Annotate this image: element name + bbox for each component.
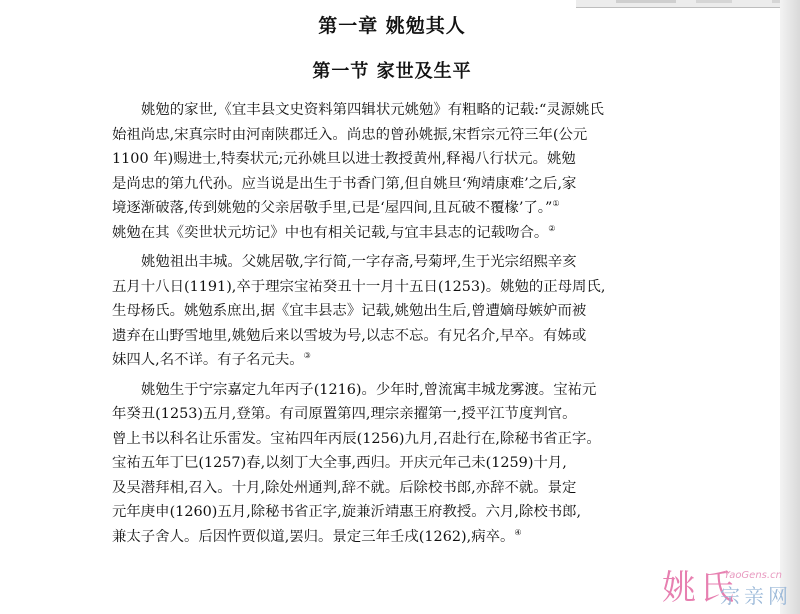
text-line-content: 兼太子舍人。后因忤贾似道,罢归。景定三年壬戌(1262),病卒。 [112,528,515,545]
text-line: 年癸丑(1253)五月,登第。有司原置第四,理宗亲擢第一,授平江节度判官。 [112,406,577,422]
watermark-url: YaoGens.cn [724,570,782,581]
document-body [112,98,672,549]
text-line-with-note [112,348,672,373]
text-line-content: 境逐渐破落,传到姚勉的父亲居敬手里,已是‘屋四间,且瓦破不覆椽’了。” [112,200,553,216]
paragraph-lineage [112,250,672,373]
footnote-marker[interactable]: ② [548,223,556,233]
top-tab-1[interactable] [616,0,676,3]
footnote-marker[interactable]: ④ [514,527,522,537]
text-line: 曾上书以科名让乐雷发。宝祐四年丙辰(1256)九月,召赴行在,除秘书省正字。 [112,430,601,447]
text-line: 是尚忠的第九代孙。应当说是出生于书香门第,但自姚旦‘殉靖康难’之后,家 [112,175,577,192]
right-edge-shadow [780,0,800,614]
text-line-content: 姚勉在其《奕世状元坊记》中也有相关记载,与宜丰县志的记载吻合。 [112,224,549,241]
text-line: 姚勉的家世,《宜丰县文史资料第四辑状元姚勉》有粗略的记载:“灵源姚氏 [141,102,604,118]
paragraph-family [112,98,672,245]
next-heading-cutoff [345,604,465,614]
text-line: 姚勉生于宁宗嘉定九年丙子(1216)。少年时,曾流寓丰城龙雾渡。宝祐元 [141,381,597,398]
text-line: 1100 年)赐进士,特奏状元;元孙姚旦以进士教授黄州,释褐八行状元。姚勉 [112,151,576,167]
section-title: 第一节 家世及生平 [312,61,472,82]
text-line-with-note [112,525,672,550]
text-line: 遗弃在山野雪地里,姚勉后来以雪坡为号,以志不忘。有兄名介,早卒。有姊或 [112,327,587,344]
text-line: 宝祐五年丁巳(1257)春,以刻丁大全事,西归。开庆元年己未(1259)十月, [112,455,567,471]
site-watermark [662,568,792,612]
text-line: 姚勉祖出丰城。父姚居敬,字行简,一字存斋,号菊坪,生于光宗绍熙辛亥 [141,254,577,270]
paragraph-career [112,378,672,550]
footnote-marker[interactable]: ③ [303,351,311,361]
text-line: 始祖尚忠,宋真宗时由河南陕郡迁入。尚忠的曾孙姚振,宋哲宗元符三年(公元 [112,126,588,143]
text-line-with-note [112,221,672,246]
text-line-with-note [112,196,672,221]
top-tab-2[interactable] [696,0,732,3]
chapter-title: 第一章 姚勉其人 [318,15,466,37]
text-line: 生母杨氏。姚勉系庶出,据《宜丰县志》记载,姚勉出生后,曾遭嫡母嫉妒而被 [112,303,587,319]
watermark-logo-name: 姚氏 [662,568,738,608]
window-top-strip [576,0,800,8]
text-line: 五月十八日(1191),卒于理宗宝祐癸丑十一月十五日(1253)。姚勉的正母周氏, [112,278,606,295]
text-line-content: 妹四人,名不详。有子名元夫。 [112,352,304,368]
watermark-subtitle: 宗亲网 [720,584,792,608]
text-line: 元年庚申(1260)五月,除秘书省正字,旋兼沂靖惠王府教授。六月,除校书郎, [112,504,582,520]
text-line: 及吴潜拜相,召入。十月,除处州通判,辞不就。后除校书郎,亦辞不就。景定 [112,479,577,496]
footnote-marker[interactable]: ① [552,199,560,209]
